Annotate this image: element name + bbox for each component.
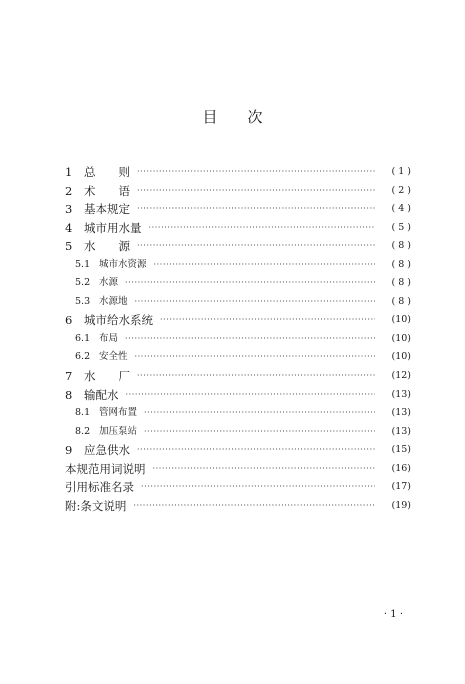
toc-entry[interactable] xyxy=(65,441,411,460)
table-of-contents xyxy=(65,163,411,515)
toc-entry[interactable] xyxy=(65,386,411,405)
toc-entry-label: 城市水资源 xyxy=(99,258,147,270)
dot-leader xyxy=(154,256,375,275)
toc-entry-page: ( 8 ) xyxy=(391,295,411,307)
toc-entry-number: 5.3 xyxy=(75,295,91,307)
toc-entry[interactable] xyxy=(65,497,411,516)
toc-entry-page: (10) xyxy=(391,314,411,326)
dot-leader xyxy=(125,330,375,349)
dot-leader xyxy=(125,274,375,293)
toc-entry-page: ( 8 ) xyxy=(391,240,411,252)
toc-entry-number: 3 xyxy=(65,202,73,217)
title-char-1: 目 xyxy=(202,108,218,126)
toc-entry[interactable] xyxy=(65,478,411,497)
page-number: · 1 · xyxy=(383,609,403,620)
page-title xyxy=(0,106,465,127)
toc-entry-number: 2 xyxy=(65,183,73,198)
toc-entry-label: 术 语 xyxy=(84,183,130,198)
toc-entry-label: 输配水 xyxy=(84,387,119,402)
toc-entry-page: (15) xyxy=(391,444,411,456)
toc-entry[interactable] xyxy=(65,182,411,201)
toc-entry-number: 8.1 xyxy=(75,407,91,419)
toc-entry[interactable] xyxy=(65,311,411,330)
toc-entry[interactable] xyxy=(65,163,411,182)
toc-entry-label: 城市给水系统 xyxy=(84,313,153,328)
toc-entry-label: 水 厂 xyxy=(84,369,130,384)
dot-leader xyxy=(133,497,375,516)
toc-entry-page: ( 8 ) xyxy=(391,258,411,270)
toc-entry-page: ( 1 ) xyxy=(391,166,411,177)
toc-entry[interactable] xyxy=(65,256,411,275)
toc-entry-page: (13) xyxy=(391,425,411,437)
toc-entry-label: 总 则 xyxy=(84,165,130,179)
toc-entry-number: 5 xyxy=(65,239,73,254)
dot-leader xyxy=(141,478,375,497)
dot-leader xyxy=(135,348,375,367)
dot-leader xyxy=(160,311,375,330)
toc-entry[interactable] xyxy=(65,237,411,256)
toc-entry-number: 8.2 xyxy=(75,425,91,437)
toc-entry-number: 6.1 xyxy=(75,332,91,344)
toc-entry[interactable] xyxy=(65,423,411,442)
toc-entry-label: 水源 xyxy=(99,277,119,289)
toc-entry-page: (12) xyxy=(391,370,411,382)
dot-leader xyxy=(137,441,375,460)
dot-leader xyxy=(137,182,375,201)
toc-entry[interactable] xyxy=(65,404,411,423)
toc-entry-number: 9 xyxy=(65,443,73,458)
toc-entry-label: 城市用水量 xyxy=(84,220,142,235)
toc-entry-number: 6.2 xyxy=(75,351,91,363)
toc-entry-page: (16) xyxy=(391,462,411,474)
dot-leader xyxy=(137,200,375,219)
toc-entry-label: 引用标准名录 xyxy=(65,480,134,495)
dot-leader xyxy=(126,386,376,405)
toc-entry-number: 1 xyxy=(65,165,73,179)
toc-entry-number: 6 xyxy=(65,313,73,328)
dot-leader xyxy=(149,219,376,238)
toc-entry-label: 安全性 xyxy=(99,351,128,363)
dot-leader xyxy=(137,163,375,182)
toc-entry[interactable] xyxy=(65,200,411,219)
toc-entry[interactable] xyxy=(65,219,411,238)
toc-entry-label: 本规范用词说明 xyxy=(65,461,146,476)
toc-entry-page: (10) xyxy=(391,351,411,363)
toc-entry[interactable] xyxy=(65,348,411,367)
toc-entry-page: (10) xyxy=(391,332,411,344)
toc-entry-page: ( 2 ) xyxy=(391,184,411,196)
toc-entry-number: 5.2 xyxy=(75,277,91,289)
toc-entry[interactable] xyxy=(65,460,411,479)
toc-entry-page: (13) xyxy=(391,407,411,419)
toc-entry-label: 附:条文说明 xyxy=(65,498,127,513)
title-char-2: 次 xyxy=(247,108,263,126)
toc-entry-page: (17) xyxy=(391,481,411,493)
toc-entry[interactable] xyxy=(65,330,411,349)
toc-entry-number: 4 xyxy=(65,220,73,235)
dot-leader xyxy=(137,367,375,386)
toc-entry[interactable] xyxy=(65,293,411,312)
toc-entry-page: ( 5 ) xyxy=(391,221,411,233)
toc-entry-number: 5.1 xyxy=(75,258,91,270)
toc-entry-number: 7 xyxy=(65,369,73,384)
dot-leader xyxy=(144,404,375,423)
toc-entry-label: 应急供水 xyxy=(84,443,130,458)
toc-entry-page: ( 4 ) xyxy=(391,203,411,215)
toc-entry[interactable] xyxy=(65,274,411,293)
toc-entry-label: 管网布置 xyxy=(99,407,138,419)
dot-leader xyxy=(137,237,375,256)
dot-leader xyxy=(135,293,375,312)
toc-entry-page: (19) xyxy=(391,499,411,511)
toc-entry-label: 水源地 xyxy=(99,295,128,307)
toc-entry-page: ( 8 ) xyxy=(391,277,411,289)
dot-leader xyxy=(144,423,375,442)
toc-entry-label: 水 源 xyxy=(84,239,130,254)
toc-entry-label: 基本规定 xyxy=(84,202,130,217)
dot-leader xyxy=(153,460,376,479)
toc-entry-number: 8 xyxy=(65,387,73,402)
toc-entry[interactable] xyxy=(65,367,411,386)
toc-entry-label: 布局 xyxy=(99,332,119,344)
toc-entry-label: 加压泵站 xyxy=(99,425,138,437)
toc-entry-page: (13) xyxy=(391,388,411,400)
